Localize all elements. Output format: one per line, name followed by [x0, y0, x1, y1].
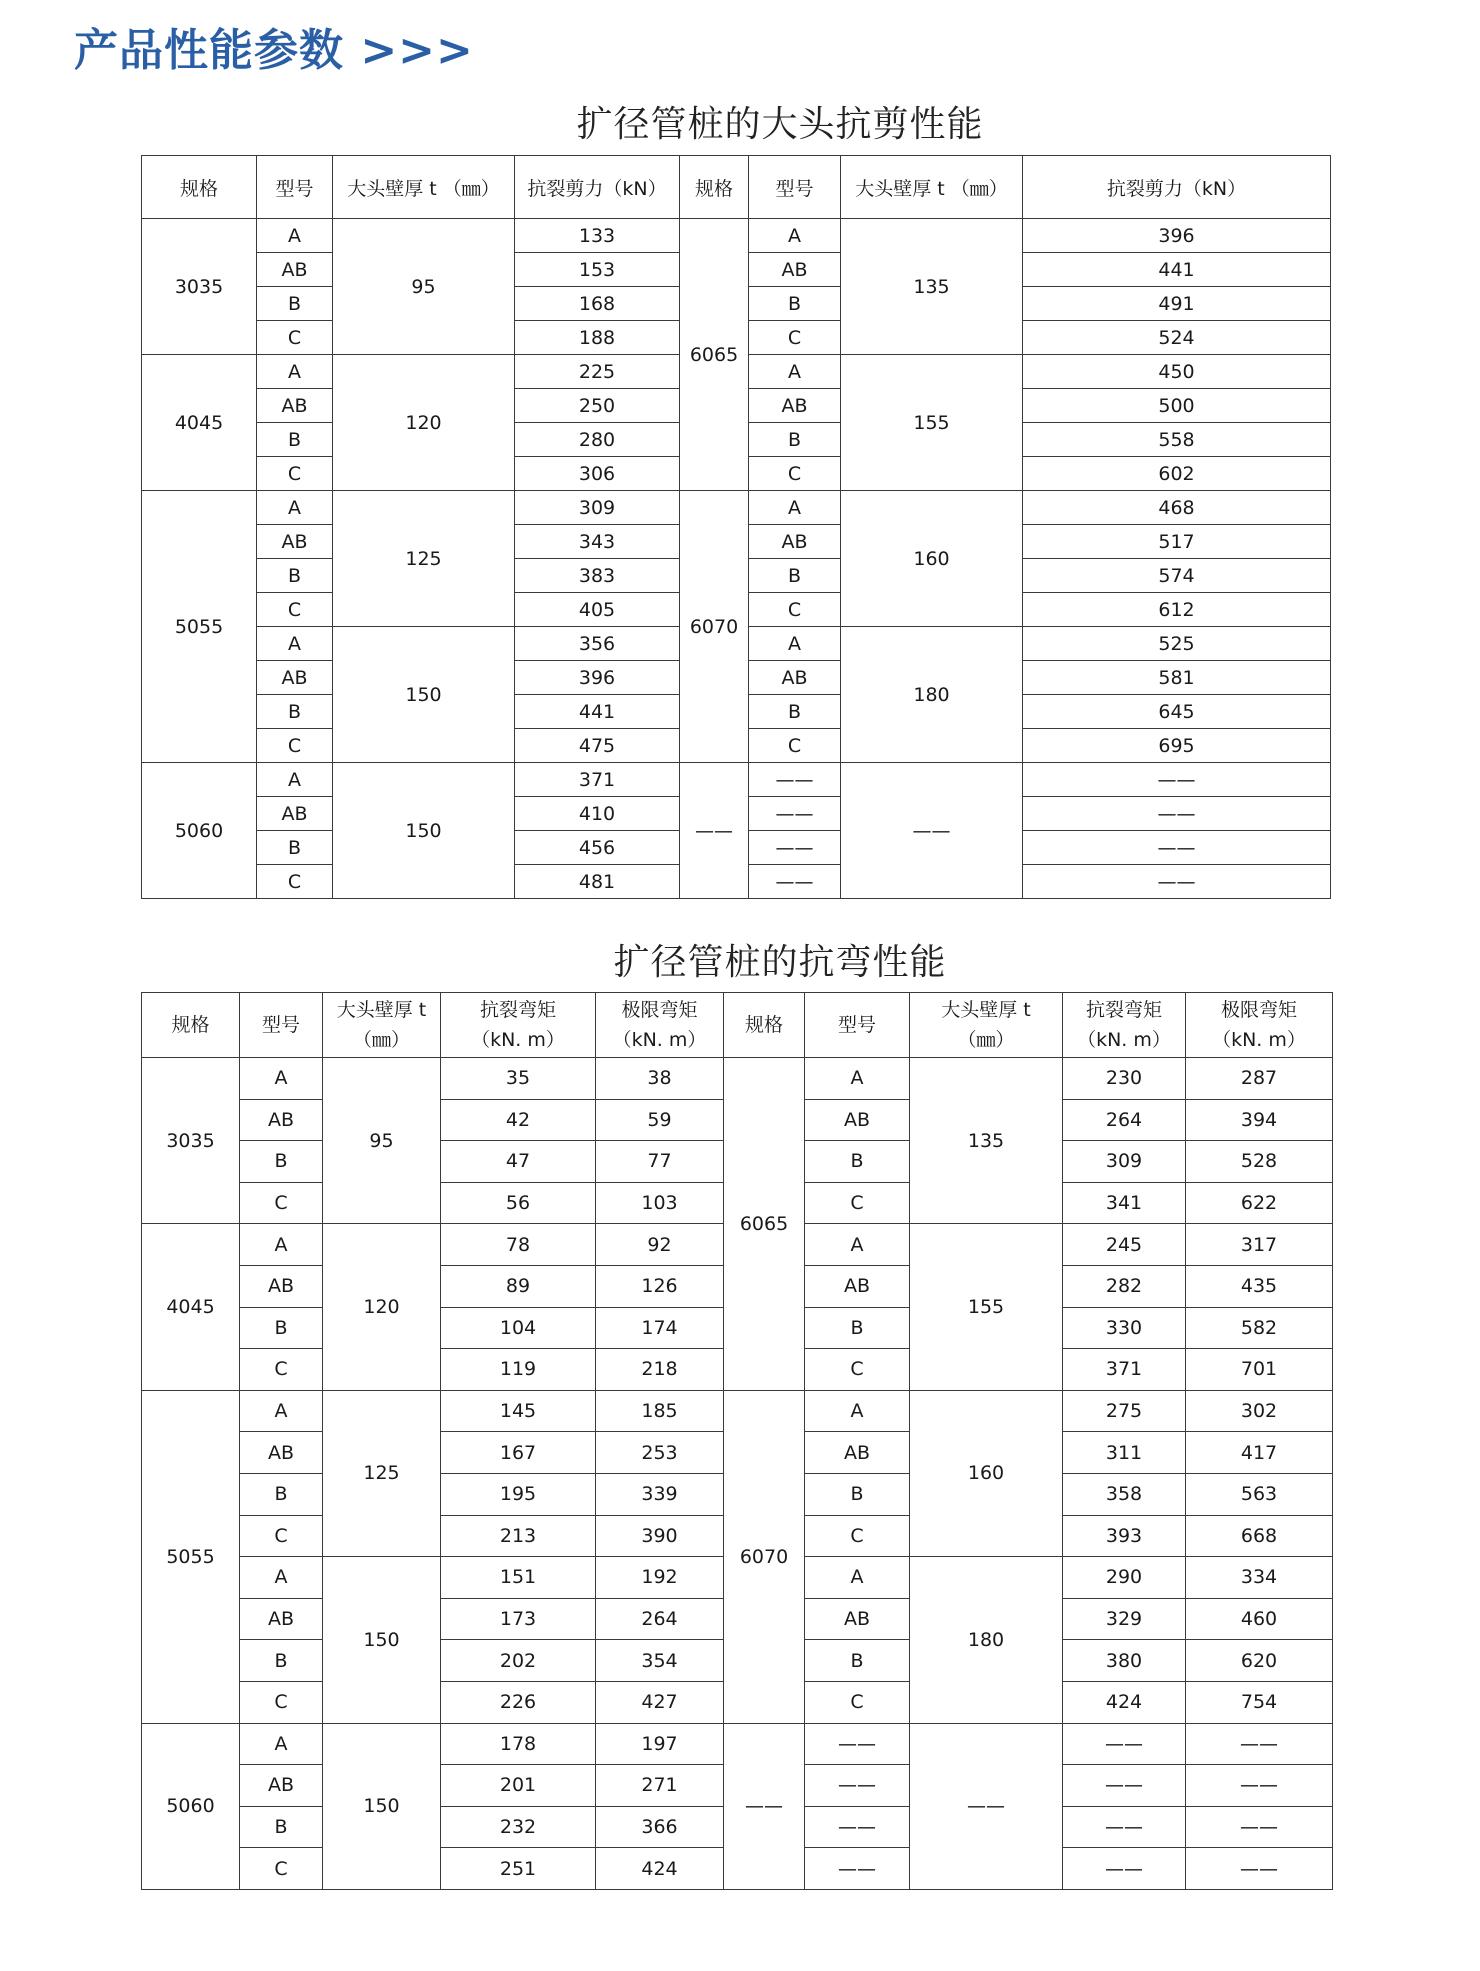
left-shear-value-cell: 371 [515, 763, 680, 797]
right-crack-moment-cell: 230 [1063, 1058, 1186, 1100]
right-shear-value-cell: 602 [1023, 457, 1331, 491]
left-shear-value-cell: 481 [515, 865, 680, 899]
right-type-cell: B [749, 287, 841, 321]
right-crack-moment-cell: —— [1063, 1806, 1186, 1848]
column-header: 抗裂弯矩 （kN. m） [1063, 993, 1186, 1058]
right-ultimate-moment-cell: 460 [1186, 1598, 1333, 1640]
right-crack-moment-cell: 309 [1063, 1141, 1186, 1183]
right-type-cell: AB [805, 1265, 910, 1307]
left-ultimate-moment-cell: 77 [596, 1141, 724, 1183]
left-crack-moment-cell: 89 [441, 1265, 596, 1307]
left-wall-thickness-cell: 95 [333, 219, 515, 355]
right-shear-value-cell: 645 [1023, 695, 1331, 729]
left-ultimate-moment-cell: 92 [596, 1224, 724, 1266]
left-spec-cell: 5055 [142, 1390, 240, 1723]
right-type-cell: C [805, 1515, 910, 1557]
right-shear-value-cell: 517 [1023, 525, 1331, 559]
right-ultimate-moment-cell: 302 [1186, 1390, 1333, 1432]
right-type-cell: —— [749, 797, 841, 831]
left-ultimate-moment-cell: 197 [596, 1723, 724, 1765]
left-type-cell: B [257, 559, 333, 593]
column-header: 抗裂剪力（kN） [1023, 156, 1331, 219]
right-ultimate-moment-cell: 317 [1186, 1224, 1333, 1266]
column-header: 大头壁厚 t （㎜） [333, 156, 515, 219]
left-type-cell: C [240, 1182, 323, 1224]
left-shear-value-cell: 250 [515, 389, 680, 423]
left-shear-value-cell: 168 [515, 287, 680, 321]
right-shear-value-cell: 441 [1023, 253, 1331, 287]
left-shear-value-cell: 405 [515, 593, 680, 627]
right-crack-moment-cell: 275 [1063, 1390, 1186, 1432]
column-header: 大头壁厚 t （㎜） [841, 156, 1023, 219]
left-ultimate-moment-cell: 339 [596, 1473, 724, 1515]
right-shear-value-cell: 581 [1023, 661, 1331, 695]
left-ultimate-moment-cell: 185 [596, 1390, 724, 1432]
left-type-cell: B [240, 1806, 323, 1848]
right-type-cell: C [749, 457, 841, 491]
left-shear-value-cell: 188 [515, 321, 680, 355]
left-crack-moment-cell: 167 [441, 1432, 596, 1474]
left-shear-value-cell: 309 [515, 491, 680, 525]
right-type-cell: B [749, 695, 841, 729]
left-spec-cell: 5055 [142, 491, 257, 763]
right-crack-moment-cell: 371 [1063, 1349, 1186, 1391]
right-wall-thickness-cell: 180 [841, 627, 1023, 763]
right-type-cell: A [749, 355, 841, 389]
left-ultimate-moment-cell: 424 [596, 1848, 724, 1890]
left-spec-cell: 4045 [142, 355, 257, 491]
right-wall-thickness-cell: 160 [910, 1390, 1063, 1556]
right-type-cell: B [805, 1473, 910, 1515]
right-spec-cell: —— [724, 1723, 805, 1889]
left-wall-thickness-cell: 125 [333, 491, 515, 627]
right-shear-value-cell: —— [1023, 797, 1331, 831]
right-ultimate-moment-cell: 701 [1186, 1349, 1333, 1391]
left-wall-thickness-cell: 120 [333, 355, 515, 491]
right-ultimate-moment-cell: 622 [1186, 1182, 1333, 1224]
shear-table-title: 扩径管桩的大头抗剪性能 [576, 104, 984, 145]
right-spec-cell: 6070 [724, 1390, 805, 1723]
right-crack-moment-cell: 311 [1063, 1432, 1186, 1474]
left-ultimate-moment-cell: 38 [596, 1058, 724, 1100]
right-crack-moment-cell: 290 [1063, 1557, 1186, 1599]
right-shear-value-cell: 558 [1023, 423, 1331, 457]
left-crack-moment-cell: 47 [441, 1141, 596, 1183]
left-ultimate-moment-cell: 271 [596, 1765, 724, 1807]
left-shear-value-cell: 441 [515, 695, 680, 729]
right-type-cell: —— [749, 865, 841, 899]
right-crack-moment-cell: 330 [1063, 1307, 1186, 1349]
left-type-cell: A [240, 1723, 323, 1765]
right-wall-thickness-cell: 180 [910, 1557, 1063, 1723]
left-crack-moment-cell: 232 [441, 1806, 596, 1848]
left-wall-thickness-cell: 95 [323, 1058, 441, 1224]
right-crack-moment-cell: 329 [1063, 1598, 1186, 1640]
right-crack-moment-cell: —— [1063, 1848, 1186, 1890]
left-crack-moment-cell: 195 [441, 1473, 596, 1515]
right-wall-thickness-cell: —— [910, 1723, 1063, 1889]
left-type-cell: B [257, 287, 333, 321]
right-ultimate-moment-cell: —— [1186, 1765, 1333, 1807]
right-ultimate-moment-cell: 754 [1186, 1681, 1333, 1723]
left-spec-cell: 5060 [142, 763, 257, 899]
left-spec-cell: 5060 [142, 1723, 240, 1889]
left-shear-value-cell: 280 [515, 423, 680, 457]
left-spec-cell: 4045 [142, 1224, 240, 1390]
right-crack-moment-cell: 282 [1063, 1265, 1186, 1307]
left-type-cell: AB [257, 661, 333, 695]
right-type-cell: —— [805, 1848, 910, 1890]
left-crack-moment-cell: 78 [441, 1224, 596, 1266]
right-ultimate-moment-cell: 668 [1186, 1515, 1333, 1557]
right-ultimate-moment-cell: 394 [1186, 1099, 1333, 1141]
left-crack-moment-cell: 213 [441, 1515, 596, 1557]
right-crack-moment-cell: 380 [1063, 1640, 1186, 1682]
right-type-cell: AB [749, 253, 841, 287]
left-type-cell: B [240, 1473, 323, 1515]
left-type-cell: B [257, 831, 333, 865]
left-crack-moment-cell: 173 [441, 1598, 596, 1640]
right-type-cell: B [749, 423, 841, 457]
right-spec-cell: 6065 [680, 219, 749, 491]
right-shear-value-cell: 491 [1023, 287, 1331, 321]
right-type-cell: A [805, 1557, 910, 1599]
right-ultimate-moment-cell: —— [1186, 1723, 1333, 1765]
left-type-cell: AB [257, 797, 333, 831]
right-crack-moment-cell: 393 [1063, 1515, 1186, 1557]
right-shear-value-cell: 500 [1023, 389, 1331, 423]
right-ultimate-moment-cell: 582 [1186, 1307, 1333, 1349]
left-spec-cell: 3035 [142, 1058, 240, 1224]
left-shear-value-cell: 456 [515, 831, 680, 865]
left-type-cell: B [240, 1141, 323, 1183]
left-type-cell: B [240, 1640, 323, 1682]
table-row [142, 1390, 1333, 1432]
right-type-cell: C [805, 1182, 910, 1224]
right-crack-moment-cell: 264 [1063, 1099, 1186, 1141]
right-spec-cell: 6070 [680, 491, 749, 763]
left-shear-value-cell: 343 [515, 525, 680, 559]
column-header: 大头壁厚 t （㎜） [910, 993, 1063, 1058]
right-type-cell: —— [749, 831, 841, 865]
left-type-cell: AB [257, 253, 333, 287]
left-shear-value-cell: 410 [515, 797, 680, 831]
left-type-cell: C [240, 1848, 323, 1890]
left-type-cell: C [257, 865, 333, 899]
left-type-cell: B [257, 695, 333, 729]
left-type-cell: C [257, 593, 333, 627]
left-wall-thickness-cell: 150 [323, 1723, 441, 1889]
left-type-cell: A [257, 491, 333, 525]
left-ultimate-moment-cell: 366 [596, 1806, 724, 1848]
table-row [142, 763, 1331, 797]
left-wall-thickness-cell: 150 [333, 627, 515, 763]
right-type-cell: A [749, 491, 841, 525]
left-type-cell: C [257, 457, 333, 491]
right-type-cell: C [749, 593, 841, 627]
shear-performance-table [141, 155, 1331, 899]
column-header: 抗裂弯矩 （kN. m） [441, 993, 596, 1058]
right-type-cell: A [749, 627, 841, 661]
bending-table-title: 扩径管桩的抗弯性能 [613, 942, 947, 983]
left-crack-moment-cell: 202 [441, 1640, 596, 1682]
left-shear-value-cell: 356 [515, 627, 680, 661]
right-ultimate-moment-cell: 417 [1186, 1432, 1333, 1474]
left-crack-moment-cell: 226 [441, 1681, 596, 1723]
left-shear-value-cell: 475 [515, 729, 680, 763]
right-type-cell: A [749, 219, 841, 253]
left-type-cell: C [240, 1349, 323, 1391]
left-type-cell: AB [257, 525, 333, 559]
right-type-cell: AB [749, 525, 841, 559]
right-ultimate-moment-cell: 528 [1186, 1141, 1333, 1183]
right-ultimate-moment-cell: —— [1186, 1806, 1333, 1848]
right-shear-value-cell: 524 [1023, 321, 1331, 355]
right-type-cell: B [805, 1640, 910, 1682]
right-type-cell: AB [749, 661, 841, 695]
left-wall-thickness-cell: 125 [323, 1390, 441, 1556]
right-type-cell: A [805, 1390, 910, 1432]
left-crack-moment-cell: 42 [441, 1099, 596, 1141]
right-crack-moment-cell: 424 [1063, 1681, 1186, 1723]
left-type-cell: A [257, 355, 333, 389]
left-type-cell: A [240, 1224, 323, 1266]
left-shear-value-cell: 153 [515, 253, 680, 287]
left-shear-value-cell: 396 [515, 661, 680, 695]
bending-performance-table [141, 992, 1333, 1890]
left-type-cell: C [240, 1681, 323, 1723]
right-ultimate-moment-cell: 334 [1186, 1557, 1333, 1599]
right-spec-cell: 6065 [724, 1058, 805, 1391]
right-type-cell: AB [805, 1432, 910, 1474]
table-row [142, 219, 1331, 253]
right-type-cell: A [805, 1224, 910, 1266]
table-header-row [142, 993, 1333, 1058]
right-ultimate-moment-cell: —— [1186, 1848, 1333, 1890]
right-wall-thickness-cell: —— [841, 763, 1023, 899]
left-wall-thickness-cell: 120 [323, 1224, 441, 1390]
right-crack-moment-cell: 358 [1063, 1473, 1186, 1515]
left-ultimate-moment-cell: 59 [596, 1099, 724, 1141]
left-type-cell: A [257, 219, 333, 253]
right-ultimate-moment-cell: 435 [1186, 1265, 1333, 1307]
left-type-cell: A [257, 763, 333, 797]
left-type-cell: AB [240, 1099, 323, 1141]
right-wall-thickness-cell: 135 [910, 1058, 1063, 1224]
right-ultimate-moment-cell: 620 [1186, 1640, 1333, 1682]
left-type-cell: AB [240, 1765, 323, 1807]
right-shear-value-cell: 695 [1023, 729, 1331, 763]
left-ultimate-moment-cell: 218 [596, 1349, 724, 1391]
left-type-cell: A [240, 1058, 323, 1100]
right-type-cell: C [805, 1681, 910, 1723]
right-type-cell: B [805, 1141, 910, 1183]
left-crack-moment-cell: 145 [441, 1390, 596, 1432]
left-crack-moment-cell: 104 [441, 1307, 596, 1349]
left-crack-moment-cell: 119 [441, 1349, 596, 1391]
left-type-cell: C [257, 729, 333, 763]
left-ultimate-moment-cell: 264 [596, 1598, 724, 1640]
table-row [142, 491, 1331, 525]
left-ultimate-moment-cell: 126 [596, 1265, 724, 1307]
right-type-cell: B [749, 559, 841, 593]
right-shear-value-cell: 396 [1023, 219, 1331, 253]
left-type-cell: B [257, 423, 333, 457]
left-type-cell: AB [240, 1265, 323, 1307]
left-wall-thickness-cell: 150 [333, 763, 515, 899]
left-type-cell: AB [257, 389, 333, 423]
right-shear-value-cell: 468 [1023, 491, 1331, 525]
left-crack-moment-cell: 201 [441, 1765, 596, 1807]
column-header: 极限弯矩 （kN. m） [1186, 993, 1333, 1058]
right-wall-thickness-cell: 155 [841, 355, 1023, 491]
right-type-cell: A [805, 1058, 910, 1100]
left-type-cell: AB [240, 1432, 323, 1474]
column-header: 极限弯矩 （kN. m） [596, 993, 724, 1058]
left-ultimate-moment-cell: 354 [596, 1640, 724, 1682]
left-ultimate-moment-cell: 174 [596, 1307, 724, 1349]
right-crack-moment-cell: 341 [1063, 1182, 1186, 1224]
right-type-cell: —— [805, 1806, 910, 1848]
left-ultimate-moment-cell: 253 [596, 1432, 724, 1474]
left-shear-value-cell: 225 [515, 355, 680, 389]
right-type-cell: —— [749, 763, 841, 797]
column-header: 型号 [257, 156, 333, 219]
left-ultimate-moment-cell: 427 [596, 1681, 724, 1723]
column-header: 型号 [805, 993, 910, 1058]
right-shear-value-cell: 574 [1023, 559, 1331, 593]
right-shear-value-cell: —— [1023, 831, 1331, 865]
right-spec-cell: —— [680, 763, 749, 899]
left-type-cell: AB [240, 1598, 323, 1640]
table-header-row [142, 156, 1331, 219]
left-ultimate-moment-cell: 390 [596, 1515, 724, 1557]
right-wall-thickness-cell: 135 [841, 219, 1023, 355]
table-row [142, 1723, 1333, 1765]
right-type-cell: —— [805, 1765, 910, 1807]
table-row [142, 1058, 1333, 1100]
right-type-cell: C [749, 321, 841, 355]
right-crack-moment-cell: —— [1063, 1765, 1186, 1807]
right-ultimate-moment-cell: 563 [1186, 1473, 1333, 1515]
right-type-cell: AB [805, 1598, 910, 1640]
left-shear-value-cell: 306 [515, 457, 680, 491]
right-type-cell: C [749, 729, 841, 763]
column-header: 规格 [142, 156, 257, 219]
right-wall-thickness-cell: 155 [910, 1224, 1063, 1390]
left-type-cell: B [240, 1307, 323, 1349]
right-type-cell: B [805, 1307, 910, 1349]
left-crack-moment-cell: 56 [441, 1182, 596, 1224]
right-type-cell: C [805, 1349, 910, 1391]
right-shear-value-cell: 450 [1023, 355, 1331, 389]
left-shear-value-cell: 383 [515, 559, 680, 593]
right-wall-thickness-cell: 160 [841, 491, 1023, 627]
column-header: 型号 [240, 993, 323, 1058]
right-type-cell: AB [749, 389, 841, 423]
left-type-cell: C [257, 321, 333, 355]
left-crack-moment-cell: 151 [441, 1557, 596, 1599]
left-crack-moment-cell: 251 [441, 1848, 596, 1890]
right-type-cell: AB [805, 1099, 910, 1141]
column-header: 规格 [724, 993, 805, 1058]
left-type-cell: A [240, 1390, 323, 1432]
left-crack-moment-cell: 178 [441, 1723, 596, 1765]
right-crack-moment-cell: 245 [1063, 1224, 1186, 1266]
column-header: 规格 [142, 993, 240, 1058]
right-type-cell: —— [805, 1723, 910, 1765]
page-title: 产品性能参数 >>> [74, 25, 474, 76]
left-type-cell: C [240, 1515, 323, 1557]
left-type-cell: A [240, 1557, 323, 1599]
left-type-cell: A [257, 627, 333, 661]
left-ultimate-moment-cell: 103 [596, 1182, 724, 1224]
right-shear-value-cell: —— [1023, 763, 1331, 797]
left-crack-moment-cell: 35 [441, 1058, 596, 1100]
column-header: 规格 [680, 156, 749, 219]
right-shear-value-cell: 525 [1023, 627, 1331, 661]
left-shear-value-cell: 133 [515, 219, 680, 253]
left-spec-cell: 3035 [142, 219, 257, 355]
column-header: 型号 [749, 156, 841, 219]
column-header: 抗裂剪力（kN） [515, 156, 680, 219]
right-shear-value-cell: 612 [1023, 593, 1331, 627]
right-crack-moment-cell: —— [1063, 1723, 1186, 1765]
left-wall-thickness-cell: 150 [323, 1557, 441, 1723]
right-shear-value-cell: —— [1023, 865, 1331, 899]
right-ultimate-moment-cell: 287 [1186, 1058, 1333, 1100]
column-header: 大头壁厚 t （㎜） [323, 993, 441, 1058]
left-ultimate-moment-cell: 192 [596, 1557, 724, 1599]
